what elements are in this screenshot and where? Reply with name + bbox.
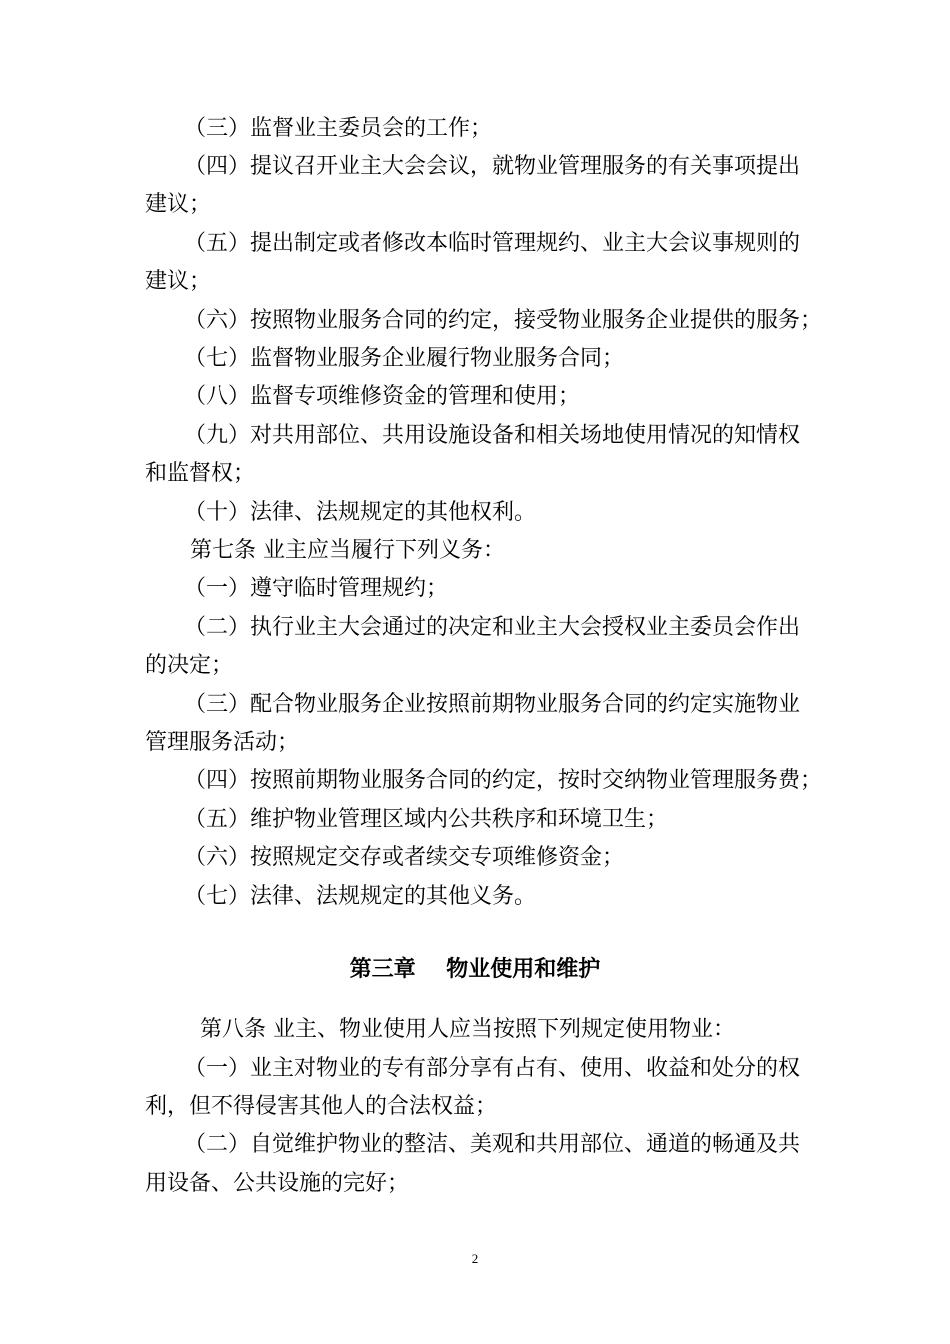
list-item: （十）法律、法规规定的其他权利。 [184, 500, 537, 525]
article-heading: 第七条 业主应当履行下列义务： [190, 538, 505, 563]
page-number: 2 [471, 1251, 479, 1266]
list-item: （四）按照前期物业服务合同的约定，按时交纳物业管理服务费； [184, 768, 823, 793]
list-item-continuation: 的决定； [145, 653, 234, 678]
list-item: （七）法律、法规规定的其他义务。 [184, 884, 537, 909]
list-item: （三）配合物业服务企业按照前期物业服务合同的约定实施物业 [184, 692, 801, 717]
list-item-continuation: 管理服务活动； [145, 730, 300, 755]
article-heading: 第八条 业主、物业使用人应当按照下列规定使用物业： [200, 1017, 735, 1042]
list-item: （四）提议召开业主大会会议，就物业管理服务的有关事项提出 [184, 154, 801, 179]
list-item-continuation: 和监督权； [145, 461, 256, 486]
list-item: （九）对共用部位、共用设施设备和相关场地使用情况的知情权 [184, 423, 801, 448]
list-item-continuation: 建议； [145, 269, 212, 294]
list-item: （一）遵守临时管理规约； [184, 576, 449, 601]
list-item: （二）自觉维护物业的整洁、美观和共用部位、通道的畅通及共 [184, 1132, 801, 1157]
list-item: （一）业主对物业的专有部分享有占有、使用、收益和处分的权 [184, 1056, 801, 1081]
list-item: （八）监督专项维修资金的管理和使用； [184, 384, 581, 409]
list-item-continuation: 建议； [145, 192, 212, 217]
list-item: （二）执行业主大会通过的决定和业主大会授权业主委员会作出 [184, 615, 801, 640]
list-item-continuation: 用设备、公共设施的完好； [145, 1171, 410, 1196]
list-item: （六）按照物业服务合同的约定，接受物业服务企业提供的服务； [184, 308, 823, 333]
list-item: （五）维护物业管理区域内公共秩序和环境卫生； [184, 807, 669, 832]
list-item: （三）监督业主委员会的工作； [184, 116, 493, 141]
chapter-heading: 第三章 物业使用和维护 [349, 957, 601, 982]
list-item: （六）按照规定交存或者续交专项维修资金； [184, 845, 625, 870]
list-item: （七）监督物业服务企业履行物业服务合同； [184, 346, 625, 371]
list-item: （五）提出制定或者修改本临时管理规约、业主大会议事规则的 [184, 231, 801, 256]
list-item-continuation: 利，但不得侵害其他人的合法权益； [145, 1094, 498, 1119]
